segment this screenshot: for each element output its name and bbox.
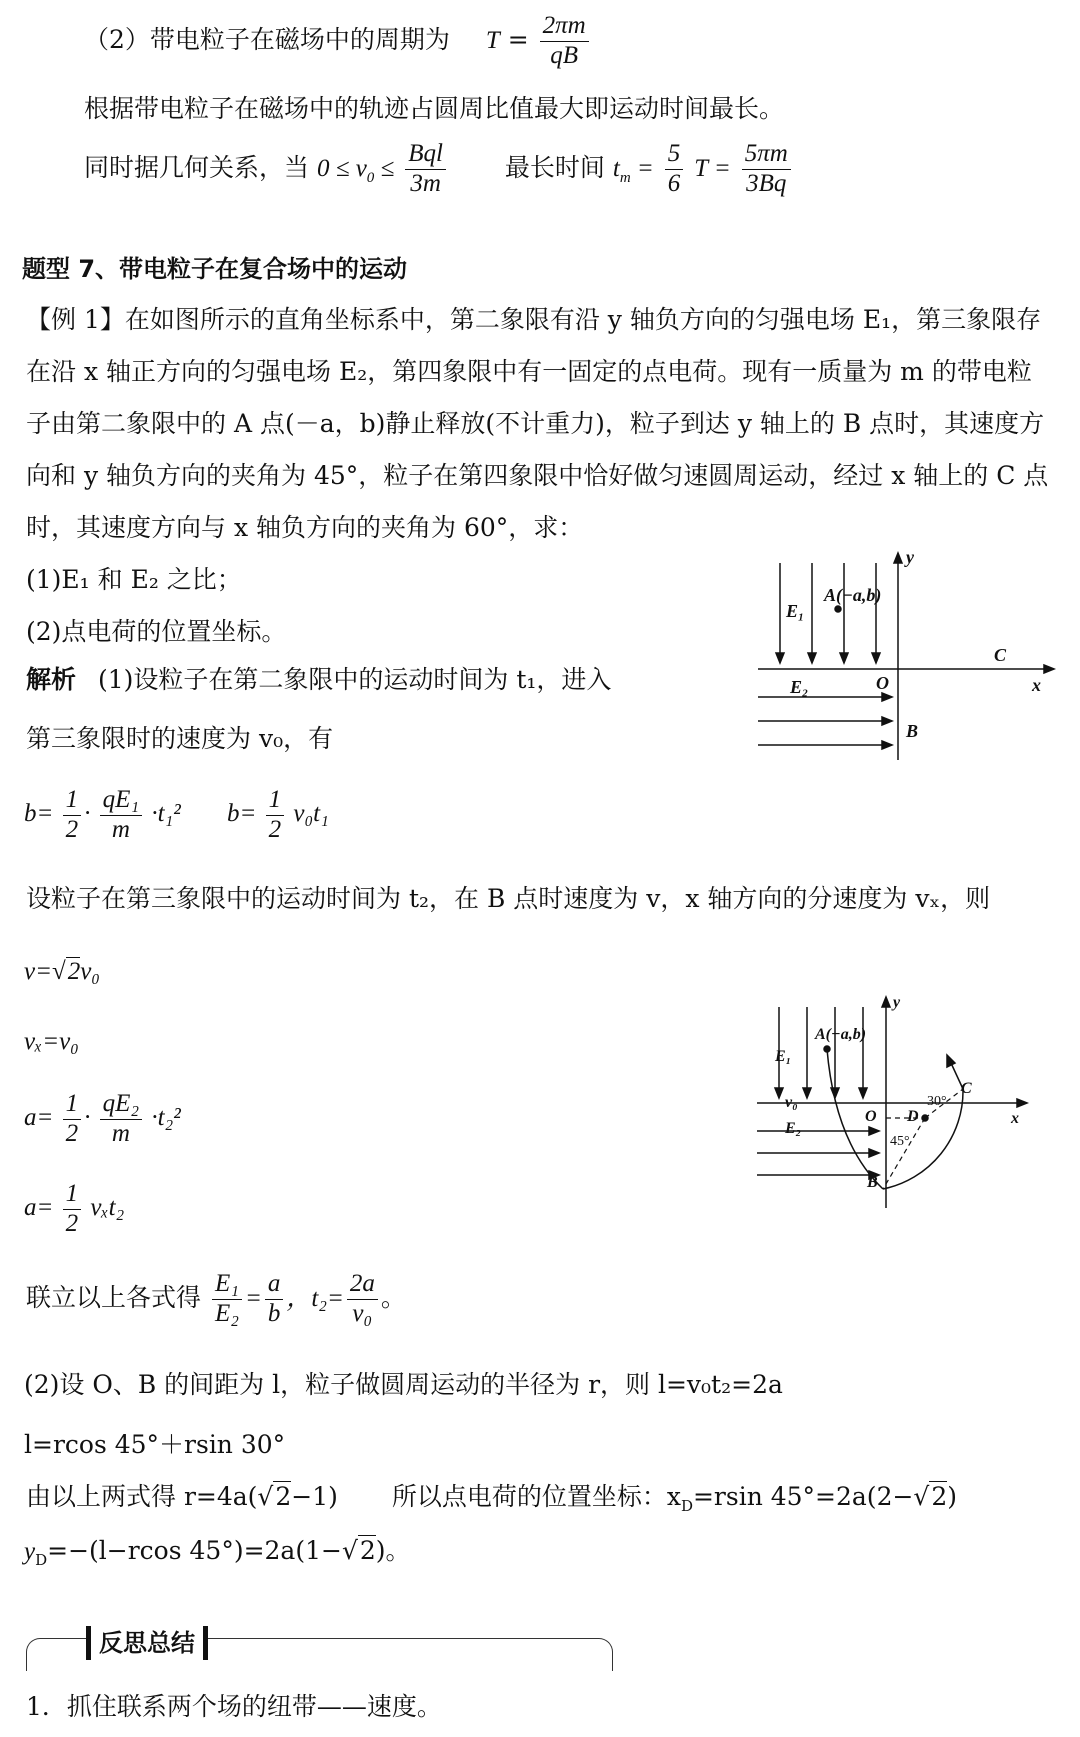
equation-5: a= $\frac{1}{2}$ · $\frac{\text{qE₂}}{m}$ ·t₂²: [24, 1090, 181, 1147]
period-den: qB: [550, 41, 579, 69]
example-line-3: 子由第二象限中的 A 点(－a，b)静止释放(不计重力)，粒子到达 y 轴上的 B 点时，其速度方: [26, 409, 1045, 438]
figure-2: [755, 993, 1045, 1218]
fig2-C-label: C: [961, 1080, 972, 1097]
section-title: 题型 7、带电粒子在复合场中的运动: [22, 255, 408, 283]
tm-T: T =: [694, 154, 731, 182]
tm-frac2: $\frac{5\pi m}{3Bq}$: [742, 140, 791, 199]
solution-line-6: 由以上两式得 r=4a(√2−1) 所以点电荷的位置坐标：$x_D=rsin$ 45°=2a(2−√2): [26, 1482, 958, 1515]
question-2: (2)点电荷的位置坐标。: [26, 617, 287, 646]
example-line-5: 时，其速度方向与 x 轴负方向的夹角为 60°，求：: [26, 513, 584, 542]
fig2-angle-45: 45°: [890, 1134, 910, 1149]
fig1-B-label: B: [906, 721, 919, 741]
equation-6: a= $\frac{1}{2}$ vₓt₂: [24, 1180, 125, 1237]
max-time-label: 最长时间: [504, 152, 605, 182]
fig1-A-label: A(−a,b): [824, 585, 882, 605]
reflection-item-1: 1．抓住联系两个场的纽带——速度。: [26, 1692, 442, 1721]
fig1-E2-label: E₂: [790, 677, 809, 697]
fig2-E2-label: E₂: [785, 1120, 802, 1137]
equation-3: v=√2v₀: [24, 958, 100, 985]
fig2-B-label: B: [867, 1174, 878, 1191]
fig2-y-label: y: [893, 994, 901, 1011]
fig2-origin-label: O: [865, 1108, 877, 1125]
example-line-1: 【例 1】在如图所示的直角坐标系中，第二象限有沿 y 轴负方向的匀强电场 E₁，第三象限存: [26, 305, 1042, 334]
cond-fraction: $\frac{\text{Bql}}{3m}$: [405, 140, 446, 199]
equation-4: vₓ=v₀: [24, 1028, 79, 1055]
figure-1: [750, 545, 1060, 785]
fig2-v0-label: v₀: [785, 1094, 798, 1111]
tm-symbol: $t_m$ =: [612, 154, 654, 186]
question-1: (1)E₁ 和 E₂ 之比；: [26, 565, 242, 594]
top-line-2: 根据带电粒子在磁场中的轨迹占圆周比值最大即运动时间最长。: [84, 94, 785, 123]
fig2-E1-label: E₁: [775, 1048, 792, 1065]
fig2-x-label: x: [1011, 1110, 1019, 1127]
tm-frac1: $\frac{5}{6}$: [665, 140, 684, 199]
solution-line-2: 第三象限时的速度为 v₀，有: [26, 724, 334, 753]
solution-label: 解析: [26, 665, 77, 694]
fig2-D-label: D: [907, 1108, 919, 1125]
solution-line-3: 设粒子在第三象限中的运动时间为 t₂，在 B 点时速度为 v，x 轴方向的分速度为 vₓ，则: [26, 884, 991, 913]
solution-line-1: [26, 663, 611, 697]
fig2-A-label: A(−a,b): [815, 1026, 867, 1043]
fig2-radius-DB: [883, 1118, 925, 1189]
reflection-title: 反思总结: [86, 1626, 208, 1660]
solution-line-4: (2)设 O、B 的间距为 l，粒子做圆周运动的半径为 r，则 l=v₀t₂=2a: [24, 1370, 783, 1399]
solution-line-7: $y_D=-(l-rcos$ 45°)=2a(1−√2)。: [24, 1536, 411, 1569]
example-line-4: 向和 y 轴负方向的夹角为 45°，粒子在第四象限中恰好做匀速圆周运动，经过 x 轴上的 C 点: [26, 461, 1049, 490]
top-line-3: [84, 140, 794, 199]
fig1-y-arrow: [894, 553, 902, 563]
fig1-point-A: [835, 606, 841, 612]
period-T: T: [485, 26, 500, 54]
solution-line-5: l=rcos 45°＋rsin 30°: [24, 1430, 286, 1459]
top-line-1: [84, 12, 592, 71]
fig2-angle-30: 30°: [927, 1094, 947, 1109]
fig1-origin-label: O: [876, 673, 889, 693]
example-line-2: 在沿 x 轴正方向的匀强电场 E₂，第四象限中有一固定的点电荷。现有一质量为 m 的带电粒: [26, 357, 1032, 386]
equation-7: 联立以上各式得 $\frac{\text{E₁}}{\text{E₂}}$ = $\frac{a}{b}$ ，t₂= $\frac{2a}{\text{v₀}}$ 。: [26, 1270, 406, 1327]
solution-text-1: (1)设粒子在第二象限中的运动时间为 t₁，进入: [97, 665, 612, 694]
fig1-x-label: x: [1032, 675, 1041, 695]
period-eq: =: [507, 24, 529, 54]
fig1-E1-label: E₁: [786, 601, 805, 621]
period-num: 2πm: [540, 12, 589, 42]
fig1-C-label: C: [994, 645, 1007, 665]
cond-v0: $0 \le v_0$ ≤: [316, 154, 395, 186]
period-fraction: [540, 12, 589, 71]
top-line-1-prefix: （2）带电粒子在磁场中的周期为: [84, 24, 450, 54]
fig1-y-label: y: [906, 547, 914, 567]
fig1-x-arrow: [1044, 665, 1054, 673]
equation-1: b= $\frac{1}{2}$ · $\frac{\text{qE₁}}{m}$ ·t₁² b= $\frac{1}{2}$ v₀t₁: [24, 786, 329, 843]
top-line-3-prefix: 同时据几何关系，当: [84, 152, 310, 182]
